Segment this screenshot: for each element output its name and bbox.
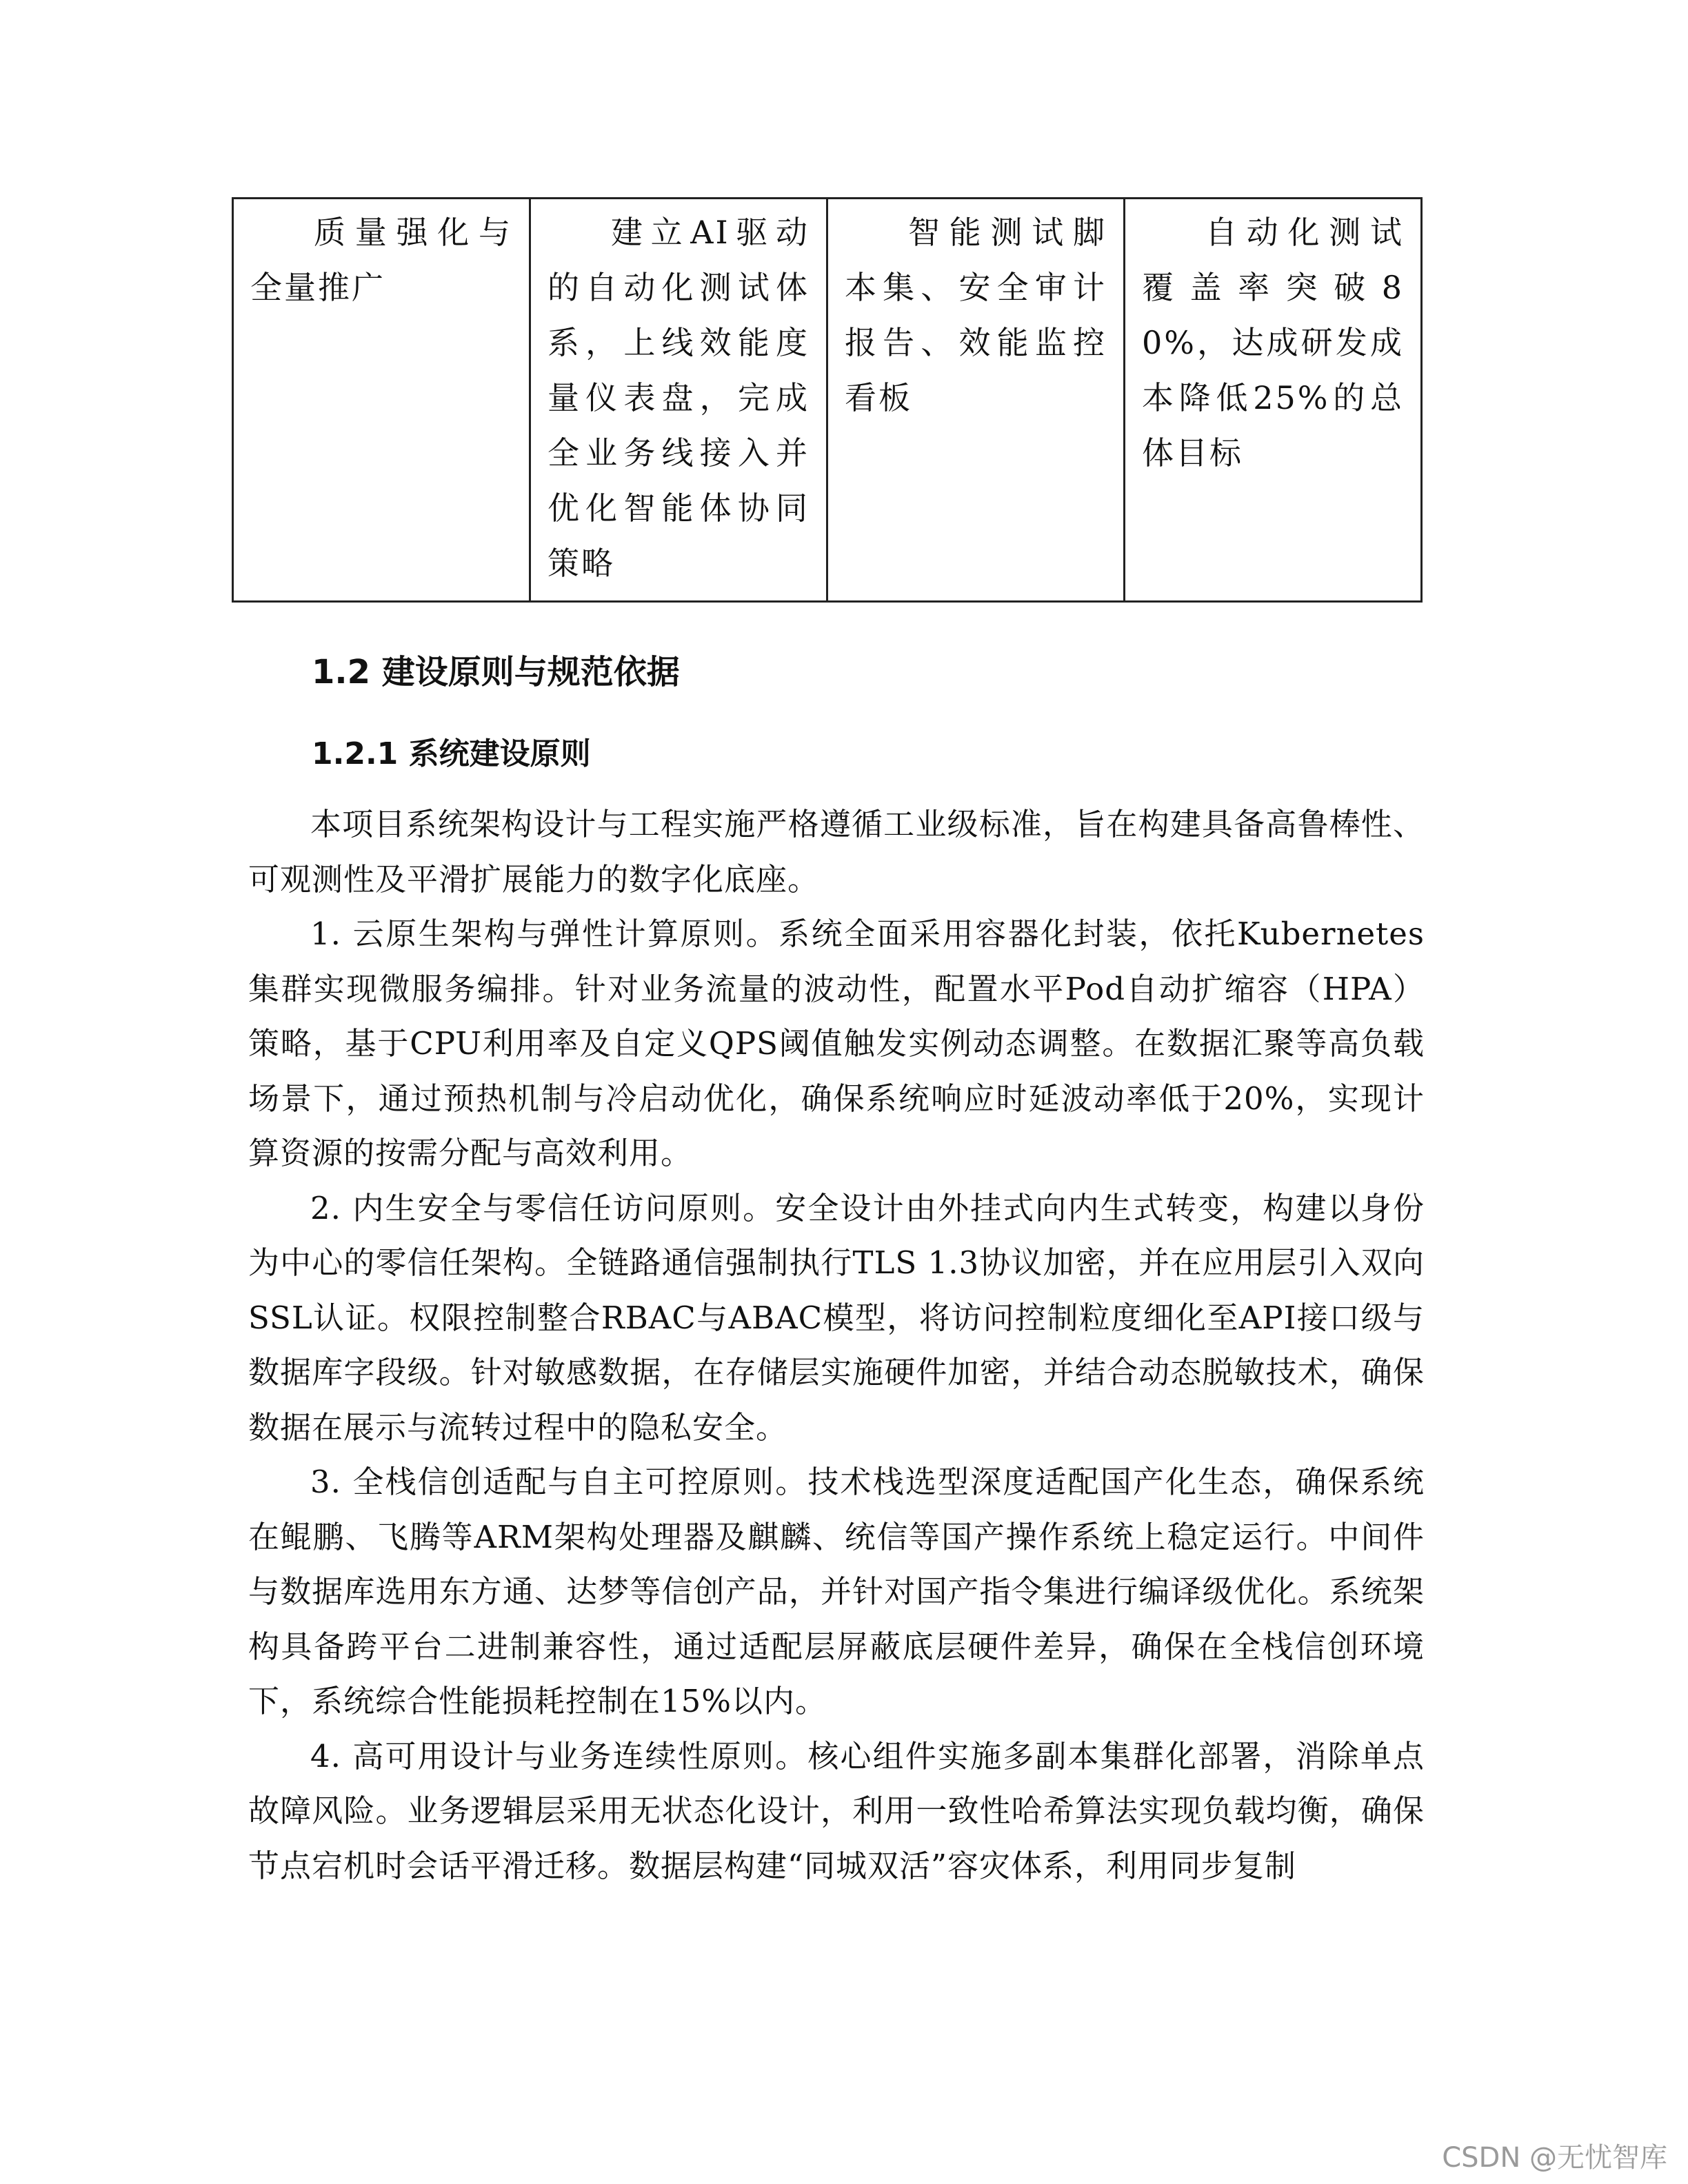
phase-tasks-cell: 建立AI驱动的自动化测试体系，上线效能度量仪表盘，完成全业务线接入并优化智能体协同策略 bbox=[530, 199, 827, 602]
phase-name-cell: 质量强化与全量推广 bbox=[233, 199, 530, 602]
table-row bbox=[233, 199, 1422, 602]
csdn-watermark: CSDN @无忧智库 bbox=[1442, 2142, 1667, 2174]
principle-paragraph-3: 3. 全栈信创适配与自主可控原则。技术栈选型深度适配国产化生态，确保系统在鲲鹏、飞腾等ARM架构处理器及麒麟、统信等国产操作系统上稳定运行。中间件与数据库选用东方通、达梦等信创产品，并针对国产指令集进行编译级优化。系统架构具备跨平台二进制兼容性，通过适配层屏蔽底层硬件差异，确保在全栈信创环境下，系统综合性能损耗控制在15%以内。 bbox=[248, 1464, 1425, 1719]
subsection-heading: 1.2.1 系统建设原则 bbox=[312, 736, 591, 771]
section-heading: 1.2 建设原则与规范依据 bbox=[312, 653, 680, 691]
principle-paragraph-2: 2. 内生安全与零信任访问原则。安全设计由外挂式向内生式转变，构建以身份为中心的零信任架构。全链路通信强制执行TLS 1.3协议加密，并在应用层引入双向SSL认证。权限控制整合RBAC与ABAC模型，将访问控制粒度细化至API接口级与数据库字段级。针对敏感数据，在存储层实施硬件加密，并结合动态脱敏技术，确保数据在展示与流转过程中的隐私安全。 bbox=[248, 1189, 1425, 1446]
principle-paragraph-1: 1. 云原生架构与弹性计算原则。系统全面采用容器化封装，依托Kubernetes集群实现微服务编排。针对业务流量的波动性，配置水平Pod自动扩缩容（HPA）策略，基于CPU利用率及自定义QPS阈值触发实例动态调整。在数据汇聚等高负载场景下，通过预热机制与冷启动优化，确保系统响应时延波动率低于20%，实现计算资源的按需分配与高效利用。 bbox=[248, 916, 1425, 1171]
phase-goals-cell: 自动化测试覆盖率突破80%，达成研发成本降低25%的总体目标 bbox=[1125, 199, 1422, 602]
deliverables-table-fragment bbox=[232, 197, 1412, 603]
phase-deliverables-cell: 智能测试脚本集、安全审计报告、效能监控看板 bbox=[827, 199, 1125, 602]
intro-paragraph: 本项目系统架构设计与工程实施严格遵循工业级标准，旨在构建具备高鲁棒性、可观测性及平滑扩展能力的数字化底座。 bbox=[248, 806, 1425, 898]
principle-paragraph-4: 4. 高可用设计与业务连续性原则。核心组件实施多副本集群化部署，消除单点故障风险。业务逻辑层采用无状态化设计，利用一致性哈希算法实现负载均衡，确保节点宕机时会话平滑迁移。数据层构建“同城双活”容灾体系，利用同步复制 bbox=[248, 1737, 1425, 1884]
body-text bbox=[248, 797, 1425, 1893]
phase-table bbox=[232, 197, 1423, 603]
